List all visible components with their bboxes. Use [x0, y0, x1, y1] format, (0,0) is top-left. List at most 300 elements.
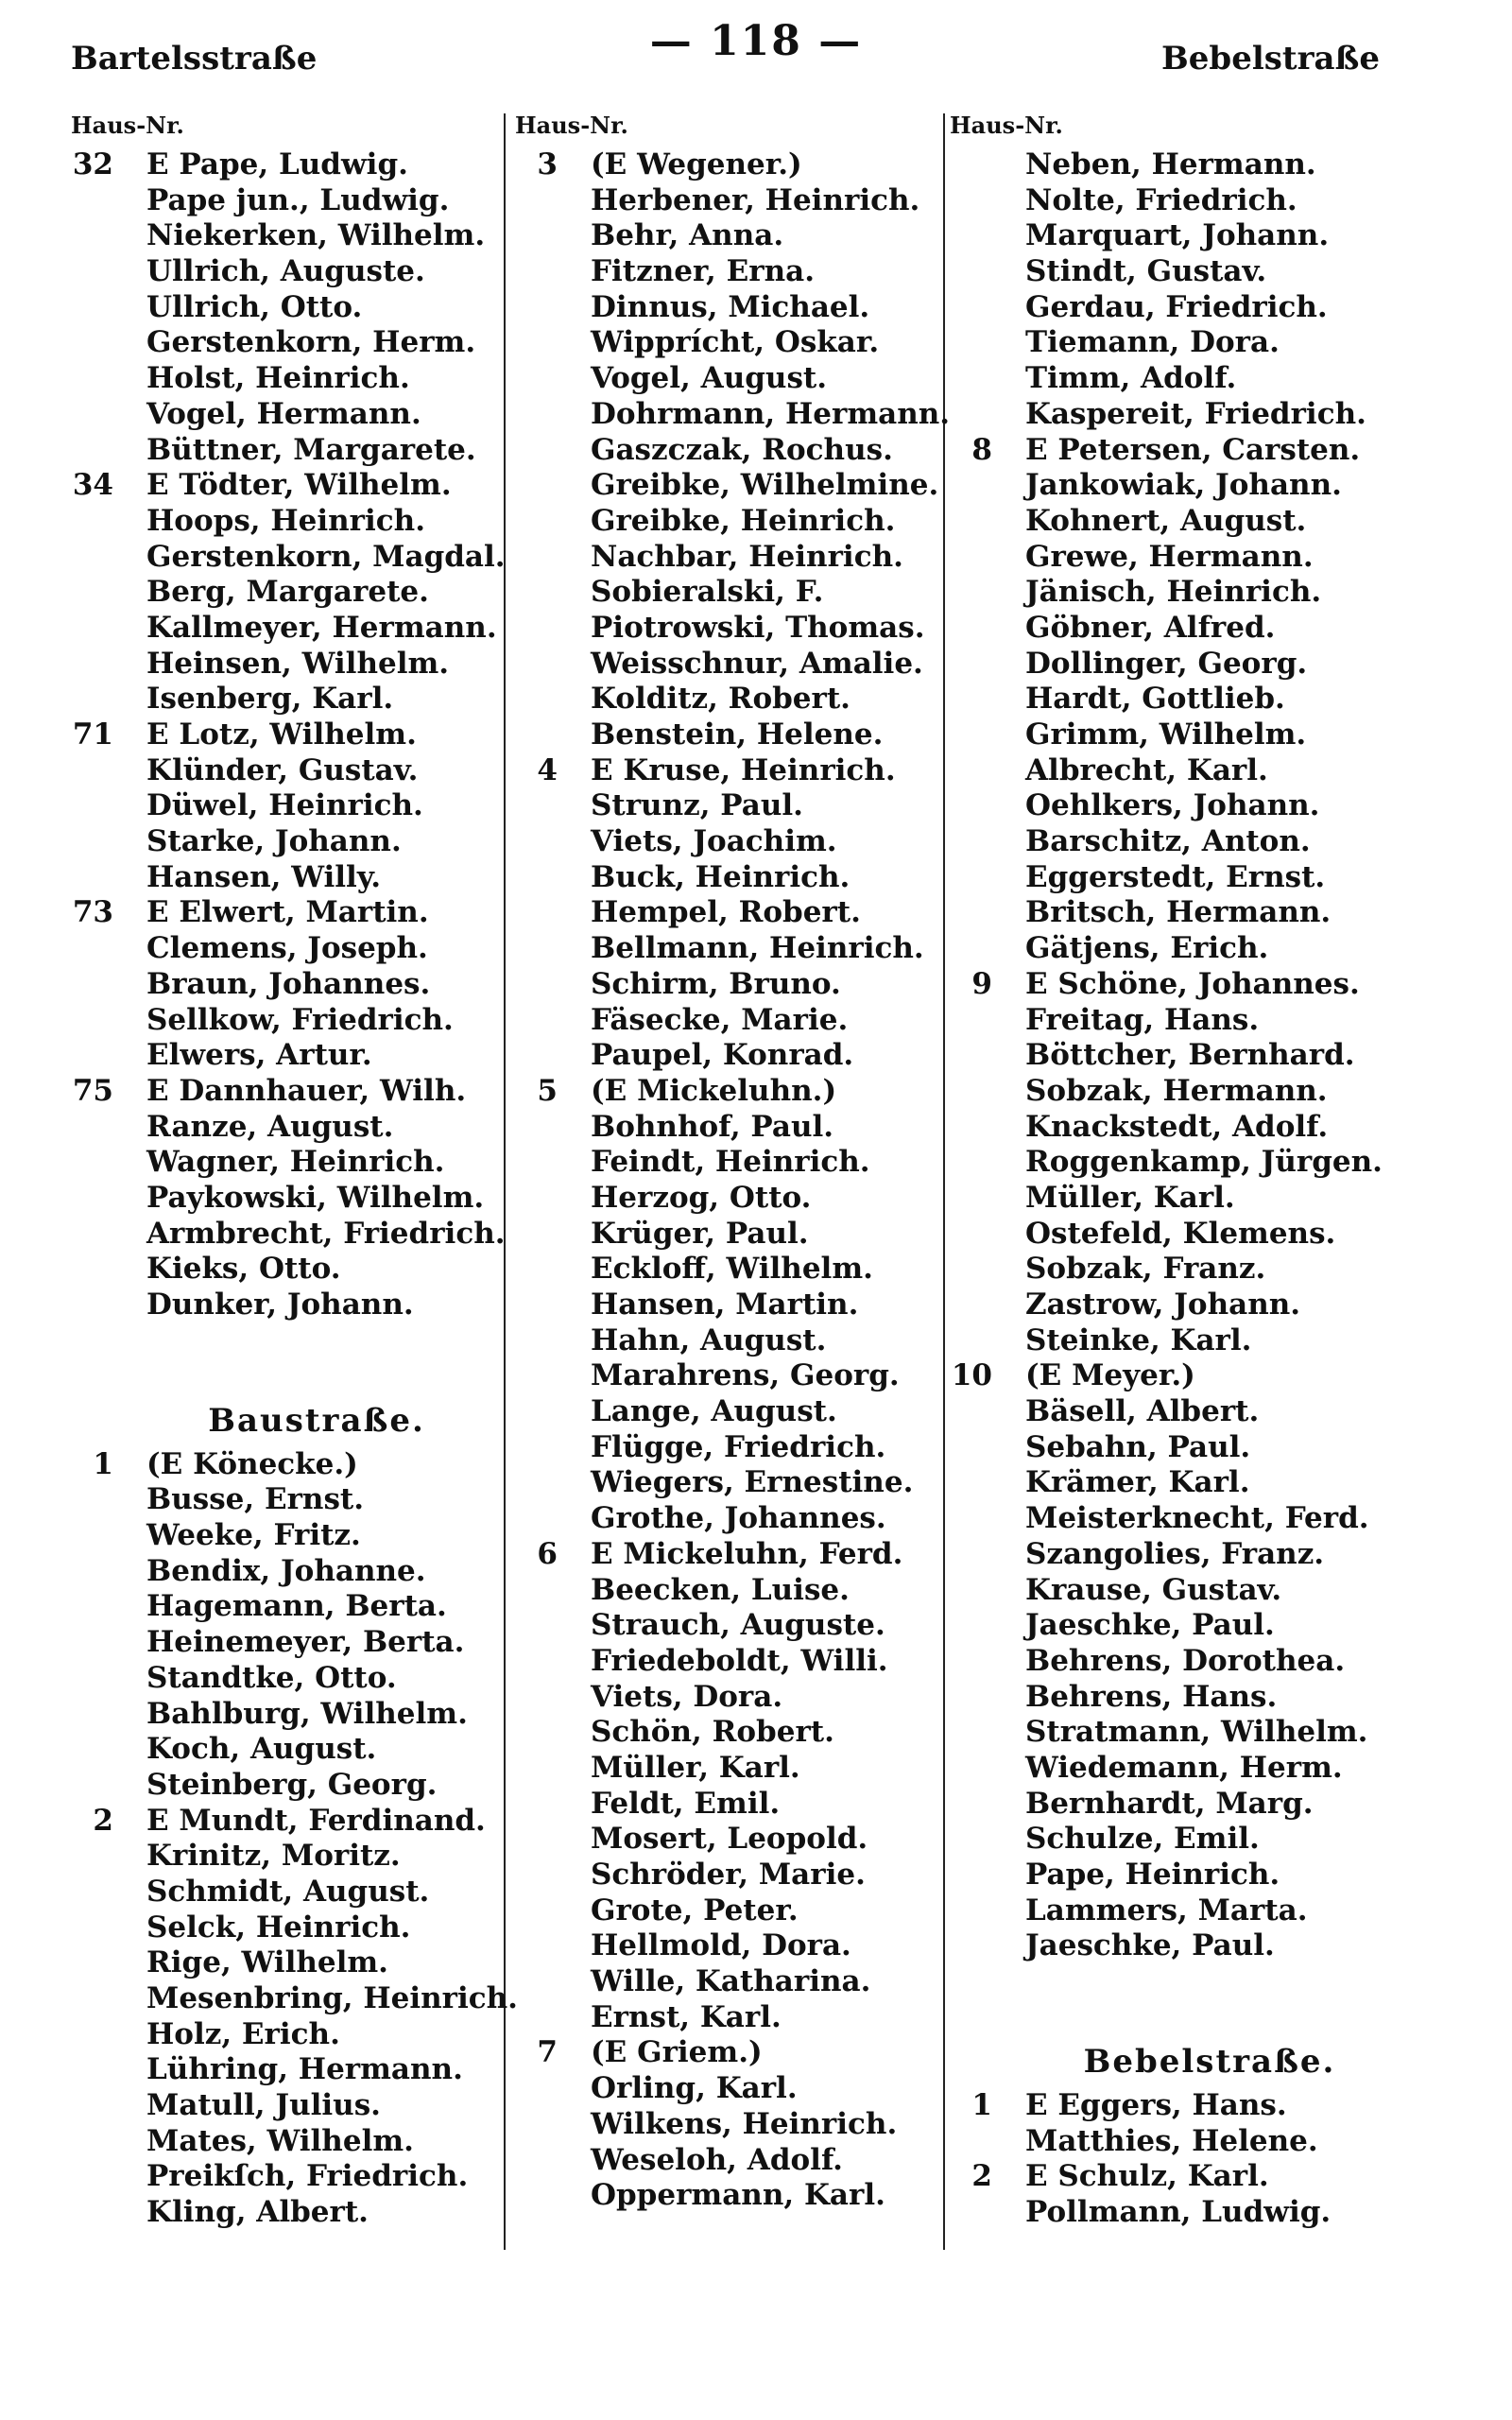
resident-name: Paupel, Konrad. [591, 1038, 854, 1073]
resident-name: Schön, Robert. [591, 1715, 834, 1750]
resident-name: Herbener, Heinrich. [591, 182, 920, 217]
resident-entry [945, 860, 1418, 896]
resident-entry [945, 183, 1418, 219]
resident-entry [945, 147, 1418, 183]
resident-name: Mosert, Leopold. [591, 1822, 868, 1857]
resident-name: E Petersen, Carsten. [1025, 432, 1361, 467]
resident-entry [510, 1038, 954, 1074]
resident-entry [510, 967, 954, 1003]
resident-name: Gätjens, Erich. [1025, 931, 1269, 966]
resident-entry [66, 1697, 510, 1733]
resident-entry [66, 575, 510, 611]
resident-name: Fäsecke, Marie. [591, 1002, 849, 1037]
resident-entry [945, 1110, 1418, 1146]
resident-entry [66, 290, 510, 326]
resident-name: Heinsen, Wilhelm. [146, 646, 450, 681]
resident-entry [945, 647, 1418, 683]
resident-entry [945, 433, 1418, 469]
resident-name: Oppermann, Karl. [591, 2178, 885, 2213]
resident-entry [66, 183, 510, 219]
resident-entry [945, 1252, 1418, 1288]
resident-entry [945, 1430, 1418, 1466]
resident-entry [66, 254, 510, 290]
resident-name: Matthies, Helene. [1025, 2123, 1318, 2158]
resident-entry [66, 1910, 510, 1946]
resident-entry [66, 2052, 510, 2088]
resident-entry [945, 1038, 1418, 1074]
resident-entry [945, 254, 1418, 290]
resident-entry [510, 788, 954, 824]
resident-entry [945, 1787, 1418, 1823]
resident-name: Bahlburg, Wilhelm. [146, 1696, 468, 1731]
section-spacer [945, 1964, 1418, 2035]
resident-entry [945, 717, 1418, 753]
resident-entry [66, 433, 510, 469]
resident-name: Kling, Albert. [146, 2195, 369, 2230]
resident-name: Wiedemann, Herm. [1025, 1750, 1343, 1785]
resident-entry [510, 1537, 954, 1573]
resident-name: Eggerstedt, Ernst. [1025, 859, 1326, 894]
resident-entry [510, 254, 954, 290]
resident-name: Pape, Heinrich. [1025, 1858, 1280, 1892]
house-number: 1 [93, 1446, 113, 1481]
running-head-right: Bebelstraße [1161, 40, 1380, 78]
resident-name: Dollinger, Georg. [1025, 646, 1308, 681]
resident-entry [945, 397, 1418, 433]
resident-entry [66, 788, 510, 824]
resident-name: Bendix, Johanne. [146, 1553, 426, 1588]
resident-name: Tiemann, Dora. [1025, 325, 1280, 360]
resident-entry [945, 682, 1418, 717]
resident-name: Holz, Erich. [146, 2016, 340, 2051]
house-number: 10 [951, 1358, 992, 1393]
resident-name: Vogel, Hermann. [146, 396, 421, 431]
resident-name: (E Mickeluhn.) [591, 1073, 837, 1108]
resident-entry [510, 1715, 954, 1751]
house-number: 71 [72, 717, 113, 752]
house-number: 9 [971, 966, 992, 1001]
resident-entry [510, 1928, 954, 1964]
resident-name: (E Griem.) [591, 2035, 763, 2070]
resident-name: Hempel, Robert. [591, 895, 861, 930]
resident-entry [945, 1858, 1418, 1893]
resident-entry [66, 1482, 510, 1518]
resident-name: Kallmeyer, Hermann. [146, 610, 497, 645]
resident-name: Sobieralski, F. [591, 575, 824, 610]
resident-name: Dohrmann, Hermann. [591, 396, 951, 431]
resident-name: Roggenkamp, Jürgen. [1025, 1145, 1383, 1180]
resident-name: Strunz, Paul. [591, 788, 803, 823]
resident-entry [945, 1893, 1418, 1929]
house-number: 34 [72, 468, 113, 503]
resident-name: Krinitz, Moritz. [146, 1839, 401, 1874]
resident-entry [510, 1751, 954, 1787]
resident-entry [510, 290, 954, 326]
resident-name: Armbrecht, Friedrich. [146, 1216, 506, 1251]
resident-entry [66, 361, 510, 397]
resident-entry [945, 575, 1418, 611]
resident-name: Gaszczak, Rochus. [591, 432, 893, 467]
resident-entry [510, 1608, 954, 1644]
resident-name: Bernhardt, Marg. [1025, 1786, 1314, 1821]
resident-entry [945, 468, 1418, 504]
resident-name: Schmidt, August. [146, 1874, 430, 1909]
house-number: 2 [971, 2159, 992, 2194]
resident-entry [66, 1945, 510, 1981]
resident-name: Wiegers, Ernestine. [591, 1465, 914, 1500]
resident-entry [945, 824, 1418, 860]
resident-name: Jaeschke, Paul. [1025, 1608, 1275, 1643]
resident-name: Steinke, Karl. [1025, 1322, 1252, 1357]
resident-name: Mates, Wilhelm. [146, 2123, 414, 2158]
resident-entry [66, 1875, 510, 1910]
resident-name: Schulze, Emil. [1025, 1822, 1260, 1857]
resident-entry [66, 717, 510, 753]
resident-name: Busse, Ernst. [146, 1482, 365, 1517]
resident-entry [66, 1554, 510, 1590]
resident-name: Müller, Karl. [1025, 1180, 1235, 1215]
resident-name: Niekerken, Wilhelm. [146, 218, 486, 253]
page-number: — 118 — [649, 17, 863, 65]
resident-name: Ullrich, Otto. [146, 289, 363, 324]
resident-entry [510, 1858, 954, 1893]
resident-name: Weseloh, Adolf. [591, 2142, 843, 2177]
resident-entry [66, 468, 510, 504]
resident-entry [945, 1181, 1418, 1217]
resident-entry [945, 1323, 1418, 1359]
resident-name: Lange, August. [591, 1394, 837, 1429]
resident-entry [66, 147, 510, 183]
resident-name: Müller, Karl. [591, 1750, 800, 1785]
resident-entry [510, 1394, 954, 1430]
resident-entry [510, 183, 954, 219]
resident-name: Kolditz, Robert. [591, 682, 850, 717]
resident-name: Barschitz, Anton. [1025, 824, 1311, 859]
resident-name: E Mickeluhn, Ferd. [591, 1536, 903, 1571]
resident-entry [66, 218, 510, 254]
resident-entry [510, 753, 954, 789]
resident-entry [66, 967, 510, 1003]
resident-name: Ranze, August. [146, 1109, 394, 1144]
resident-name: Meisterknecht, Ferd. [1025, 1501, 1369, 1536]
resident-name: Hellmold, Dora. [591, 1928, 851, 1963]
resident-name: Starke, Johann. [146, 824, 402, 859]
resident-entry [66, 824, 510, 860]
resident-name: Freitag, Hans. [1025, 1002, 1260, 1037]
resident-name: Gerdau, Friedrich. [1025, 289, 1328, 324]
resident-entry [510, 468, 954, 504]
resident-entry [510, 1288, 954, 1323]
resident-entry [945, 1217, 1418, 1253]
resident-entry [510, 1145, 954, 1181]
directory-column-2 [510, 104, 954, 2214]
resident-entry [66, 2159, 510, 2195]
resident-entry [66, 2195, 510, 2231]
resident-entry [510, 1358, 954, 1394]
resident-name: Stindt, Gustav. [1025, 254, 1267, 289]
directory-column-1 [66, 104, 518, 2231]
resident-entry [66, 2088, 510, 2124]
resident-entry [945, 2159, 1418, 2195]
resident-name: Bäsell, Albert. [1025, 1394, 1260, 1429]
resident-name: Düwel, Heinrich. [146, 788, 423, 823]
resident-entry [945, 1644, 1418, 1680]
resident-name: Greibke, Wilhelmine. [591, 468, 939, 503]
resident-name: Gerstenkorn, Magdal. [146, 539, 506, 574]
resident-entry [510, 1573, 954, 1609]
resident-name: Jaeschke, Paul. [1025, 1928, 1275, 1963]
resident-name: E Eggers, Hans. [1025, 2088, 1287, 2123]
resident-name: (E Meyer.) [1025, 1358, 1195, 1393]
resident-entry [510, 1181, 954, 1217]
resident-name: E Tödter, Wilhelm. [146, 468, 452, 503]
resident-entry [510, 1787, 954, 1823]
resident-entry [510, 1323, 954, 1359]
resident-entry [510, 1964, 954, 2000]
resident-name: Lammers, Marta. [1025, 1893, 1308, 1927]
resident-entry [66, 397, 510, 433]
resident-name: E Lotz, Wilhelm. [146, 717, 417, 752]
resident-name: Holst, Heinrich. [146, 361, 410, 396]
resident-entry [66, 1625, 510, 1661]
resident-name: Ostefeld, Klemens. [1025, 1216, 1336, 1251]
resident-name: Mesenbring, Heinrich. [146, 1981, 518, 2015]
resident-entry [66, 1518, 510, 1554]
resident-entry [510, 433, 954, 469]
house-number: 32 [72, 147, 113, 182]
resident-name: Buck, Heinrich. [591, 859, 850, 894]
resident-name: Hardt, Gottlieb. [1025, 682, 1285, 717]
resident-entry [66, 1804, 510, 1840]
resident-name: Marquart, Johann. [1025, 218, 1330, 253]
resident-entry [510, 1430, 954, 1466]
resident-name: Weeke, Fritz. [146, 1518, 361, 1553]
resident-name: E Dannhauer, Wilh. [146, 1073, 467, 1108]
resident-name: Sebahn, Paul. [1025, 1429, 1251, 1464]
resident-name: Piotrowski, Thomas. [591, 610, 925, 645]
resident-name: Göbner, Alfred. [1025, 610, 1276, 645]
resident-entry [945, 895, 1418, 931]
resident-entry [66, 504, 510, 540]
resident-name: E Schöne, Johannes. [1025, 966, 1360, 1001]
resident-entry [510, 860, 954, 896]
resident-name: Pape jun., Ludwig. [146, 182, 450, 217]
resident-entry [945, 218, 1418, 254]
resident-name: Matull, Julius. [146, 2088, 381, 2123]
resident-name: Krause, Gustav. [1025, 1572, 1282, 1607]
resident-name: Bellmann, Heinrich. [591, 931, 924, 966]
resident-entry [66, 2124, 510, 2160]
resident-name: Jankowiak, Johann. [1025, 468, 1342, 503]
resident-entry [66, 1288, 510, 1323]
house-number: 4 [537, 752, 558, 787]
resident-name: Isenberg, Karl. [146, 682, 394, 717]
resident-entry [510, 647, 954, 683]
resident-name: Behrens, Hans. [1025, 1679, 1278, 1714]
resident-entry [510, 1110, 954, 1146]
resident-entry [66, 753, 510, 789]
resident-name: Clemens, Joseph. [146, 931, 428, 966]
resident-entry [510, 575, 954, 611]
resident-name: Beecken, Luise. [591, 1572, 850, 1607]
resident-name: Hoops, Heinrich. [146, 503, 425, 538]
resident-entry [66, 1003, 510, 1039]
resident-name: Kohnert, August. [1025, 503, 1307, 538]
house-number: 5 [537, 1073, 558, 1108]
resident-name: Hahn, August. [591, 1322, 827, 1357]
resident-entry [945, 540, 1418, 576]
resident-entry [510, 895, 954, 931]
resident-entry [510, 611, 954, 647]
resident-entry [510, 717, 954, 753]
resident-entry [66, 647, 510, 683]
resident-name: Feindt, Heinrich. [591, 1145, 870, 1180]
resident-name: Oehlkers, Johann. [1025, 788, 1320, 823]
resident-entry [66, 1074, 510, 1110]
resident-name: (E Wegener.) [591, 147, 802, 182]
resident-entry [945, 1145, 1418, 1181]
resident-name: Vogel, August. [591, 361, 828, 396]
resident-entry [510, 1822, 954, 1858]
resident-entry [945, 1608, 1418, 1644]
resident-name: Benstein, Helene. [591, 717, 884, 752]
resident-name: Grimm, Wilhelm. [1025, 717, 1307, 752]
resident-entry [510, 1074, 954, 1110]
resident-name: E Schulz, Karl. [1025, 2159, 1269, 2194]
resident-name: Dinnus, Michael. [591, 289, 870, 324]
resident-name: Zastrow, Johann. [1025, 1288, 1301, 1322]
resident-name: Timm, Adolf. [1025, 361, 1237, 396]
resident-name: E Pape, Ludwig. [146, 147, 408, 182]
resident-entry [66, 1038, 510, 1074]
resident-name: Gerstenkorn, Herm. [146, 325, 476, 360]
resident-entry [66, 1732, 510, 1768]
resident-name: Dunker, Johann. [146, 1288, 414, 1322]
resident-name: E Elwert, Martin. [146, 895, 429, 930]
resident-entry [510, 147, 954, 183]
resident-entry [510, 2071, 954, 2107]
resident-entry [510, 540, 954, 576]
resident-name: Jänisch, Heinrich. [1025, 575, 1322, 610]
resident-name: Grote, Peter. [591, 1893, 799, 1927]
resident-entry [945, 788, 1418, 824]
resident-entry [945, 1358, 1418, 1394]
resident-entry [945, 1394, 1418, 1430]
resident-entry [510, 931, 954, 967]
resident-entry [945, 2195, 1418, 2231]
resident-name: Marahrens, Georg. [591, 1358, 900, 1393]
resident-name: Nolte, Friedrich. [1025, 182, 1297, 217]
resident-name: Behr, Anna. [591, 218, 784, 253]
resident-name: Flügge, Friedrich. [591, 1429, 886, 1464]
resident-name: Strauch, Auguste. [591, 1608, 885, 1643]
resident-name: Herzog, Otto. [591, 1180, 812, 1215]
house-number: 7 [537, 2035, 558, 2070]
resident-name: Britsch, Hermann. [1025, 895, 1332, 930]
house-number: 75 [72, 1073, 113, 1108]
resident-name: Lühring, Hermann. [146, 2052, 463, 2087]
column-header: Haus-Nr. [71, 112, 184, 139]
house-number: 2 [93, 1803, 113, 1838]
resident-entry [510, 361, 954, 397]
section-spacer [66, 1323, 510, 1394]
resident-name: Bohnhof, Paul. [591, 1109, 834, 1144]
resident-entry [945, 1465, 1418, 1501]
street-heading: Bebelstraße. [1083, 2043, 1336, 2082]
resident-entry [945, 1680, 1418, 1716]
resident-name: Eckloff, Wilhelm. [591, 1252, 873, 1287]
resident-name: Albrecht, Karl. [1025, 752, 1268, 787]
resident-entry [66, 1589, 510, 1625]
resident-name: Fitzner, Erna. [591, 254, 816, 289]
resident-entry [945, 325, 1418, 361]
resident-name: Preikſch, Friedrich. [146, 2159, 469, 2194]
resident-entry [66, 1981, 518, 2017]
resident-entry [945, 1573, 1418, 1609]
resident-entry [66, 325, 510, 361]
resident-entry [510, 1003, 954, 1039]
resident-name: Wilkens, Heinrich. [591, 2106, 898, 2141]
resident-name: Rige, Wilhelm. [146, 1945, 388, 1980]
resident-entry [66, 1447, 510, 1483]
resident-entry [66, 1217, 510, 1253]
resident-entry [945, 504, 1418, 540]
house-number: 3 [537, 147, 558, 182]
resident-entry [510, 1465, 954, 1501]
resident-entry [945, 1501, 1418, 1537]
resident-name: Koch, August. [146, 1732, 377, 1767]
resident-name: E Mundt, Ferdinand. [146, 1803, 486, 1838]
resident-entry [945, 753, 1418, 789]
resident-entry [66, 895, 510, 931]
resident-entry [510, 2143, 954, 2179]
resident-entry [510, 2000, 954, 2036]
resident-name: Braun, Johannes. [146, 966, 431, 1001]
resident-entry [945, 611, 1418, 647]
resident-entry [510, 1644, 954, 1680]
resident-entry [66, 1768, 510, 1804]
resident-name: Paykowski, Wilhelm. [146, 1180, 485, 1215]
resident-name: Sobzak, Franz. [1025, 1252, 1266, 1287]
resident-name: Krämer, Karl. [1025, 1465, 1250, 1500]
resident-name: Hansen, Martin. [591, 1288, 859, 1322]
resident-name: Wipprícht, Oskar. [591, 325, 880, 360]
resident-entry [945, 2088, 1418, 2124]
resident-entry [510, 504, 954, 540]
resident-entry [945, 1928, 1418, 1964]
resident-entry [66, 931, 510, 967]
resident-name: Neben, Hermann. [1025, 147, 1316, 182]
resident-entry [945, 1751, 1418, 1787]
resident-entry [66, 860, 510, 896]
resident-entry [66, 611, 510, 647]
resident-name: Szangolies, Franz. [1025, 1536, 1325, 1571]
resident-entry [945, 1288, 1418, 1323]
resident-name: Standtke, Otto. [146, 1660, 397, 1695]
resident-entry [510, 1252, 954, 1288]
resident-entry [945, 1822, 1418, 1858]
resident-name: Greibke, Heinrich. [591, 503, 896, 538]
resident-entry [945, 967, 1418, 1003]
resident-entry [510, 1501, 954, 1537]
resident-entry [945, 2124, 1418, 2160]
resident-name: Schröder, Marie. [591, 1858, 866, 1892]
resident-name: Steinberg, Georg. [146, 1767, 438, 1802]
directory-column-3 [945, 104, 1418, 2231]
resident-name: Viets, Joachim. [591, 824, 837, 859]
resident-entry [510, 682, 954, 717]
resident-entry [945, 1715, 1418, 1751]
